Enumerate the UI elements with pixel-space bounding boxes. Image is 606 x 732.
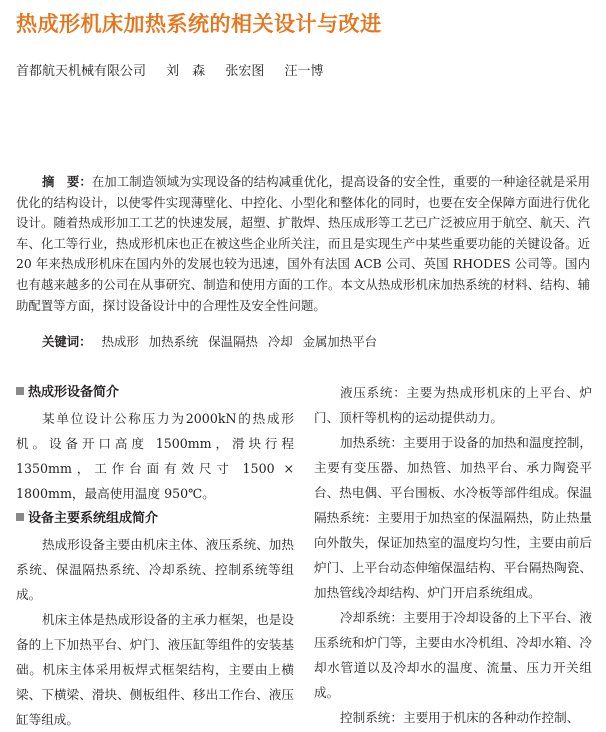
abstract-label: 摘 要： bbox=[42, 174, 92, 189]
keyword: 热成形 bbox=[101, 334, 139, 349]
author-name: 张宏图 bbox=[225, 64, 265, 79]
paragraph: 液压系统：主要为热成形机床的上平台、炉门、顶杆等机构的运动提供动力。 bbox=[314, 385, 592, 425]
author-line bbox=[16, 62, 576, 82]
paragraph: 控制系统：主要用于机床的各种动作控制、 bbox=[340, 710, 580, 725]
abstract bbox=[16, 172, 590, 316]
paragraph: 冷却系统：主要用于冷却设备的上下平台、液压系统和炉门等，主要由水冷机组、冷却水箱、冷却水管道以及冷却水的温度、流量、压力开关组成。 bbox=[314, 610, 592, 700]
article-title: 热成形机床加热系统的相关设计与改进 bbox=[16, 12, 382, 36]
abstract-text: 在加工制造领域为实现设备的结构减重优化，提高设备的安全性，重要的一种途径就是采用优化的结构设计，以使零件实现薄壁化、中控化、小型化和整体化的同时，也要在安全保障方面进行优化设计。随着热成形加工工艺的快速发展，超塑、扩散焊、热压成形等工艺已广泛被应用于航空、航天、汽车、化工等行业，热成形机床也正在被这些企业所关注，而且是实现生产中某些重要功能的关键设备。近 20 年来热成形机床在国内外的发展也较为迅速，国外有法国 ACB 公司、英国 RHODES 公司等。国内也有越来越多的公司在从事研究、制造和使用方面的工作。本文从热成形机床加热系统的材料、结构、辅助配置等方面，探讨设备设计中的合理性及安全性问题。 bbox=[16, 174, 591, 313]
author-name: 刘 森 bbox=[166, 64, 206, 79]
square-bullet-icon bbox=[16, 513, 24, 521]
square-bullet-icon bbox=[16, 387, 24, 395]
paragraph: 热成形设备主要由机床主体、液压系统、加热系统、保温隔热系统、冷却系统、控制系统等组成。 bbox=[16, 537, 294, 602]
keyword: 金属加热平台 bbox=[302, 334, 377, 349]
author-name: 汪一博 bbox=[284, 64, 324, 79]
section-heading: 热成形设备简介 bbox=[16, 380, 294, 406]
paragraph: 加热系统：主要用于设备的加热和温度控制，主要有变压器、加热管、加热平台、承力陶瓷平台、热电偶、平台围板、水冷板等部件组成。保温隔热系统：主要用于加热室的保温隔热，防止热量向外散失，保证加热室的温度均匀性，主要由前后炉门、上平台动态伸缩保温结构、平台隔热陶瓷、加热管线冷却结构、炉门开启系统组成。 bbox=[314, 435, 592, 600]
right-column bbox=[314, 380, 592, 730]
keyword: 加热系统 bbox=[148, 334, 199, 349]
affiliation: 首都航天机械有限公司 bbox=[16, 64, 147, 79]
section-heading: 设备主要系统组成简介 bbox=[16, 506, 294, 532]
paragraph: 某单位设计公称压力为2000kN的热成形机。设备开口高度 1500mm，滑块行程 1350mm，工作台面有效尺寸 1500 × 1800mm，最高使用温度 950℃。 bbox=[16, 411, 294, 501]
keyword: 冷却 bbox=[267, 334, 293, 349]
paragraph: 机床主体是热成形设备的主承力框架，也是设备的上下加热平台、炉门、液压缸等组件的安装基础。机床主体采用板焊式框架结构，主要由上横梁、下横梁、滑块、侧板组件、移出工作台、液压缸等组成。 bbox=[16, 612, 294, 727]
keyword: 保温隔热 bbox=[208, 334, 258, 349]
keywords bbox=[16, 332, 590, 352]
keywords-label: 关键词： bbox=[42, 334, 92, 349]
left-column bbox=[16, 380, 294, 732]
